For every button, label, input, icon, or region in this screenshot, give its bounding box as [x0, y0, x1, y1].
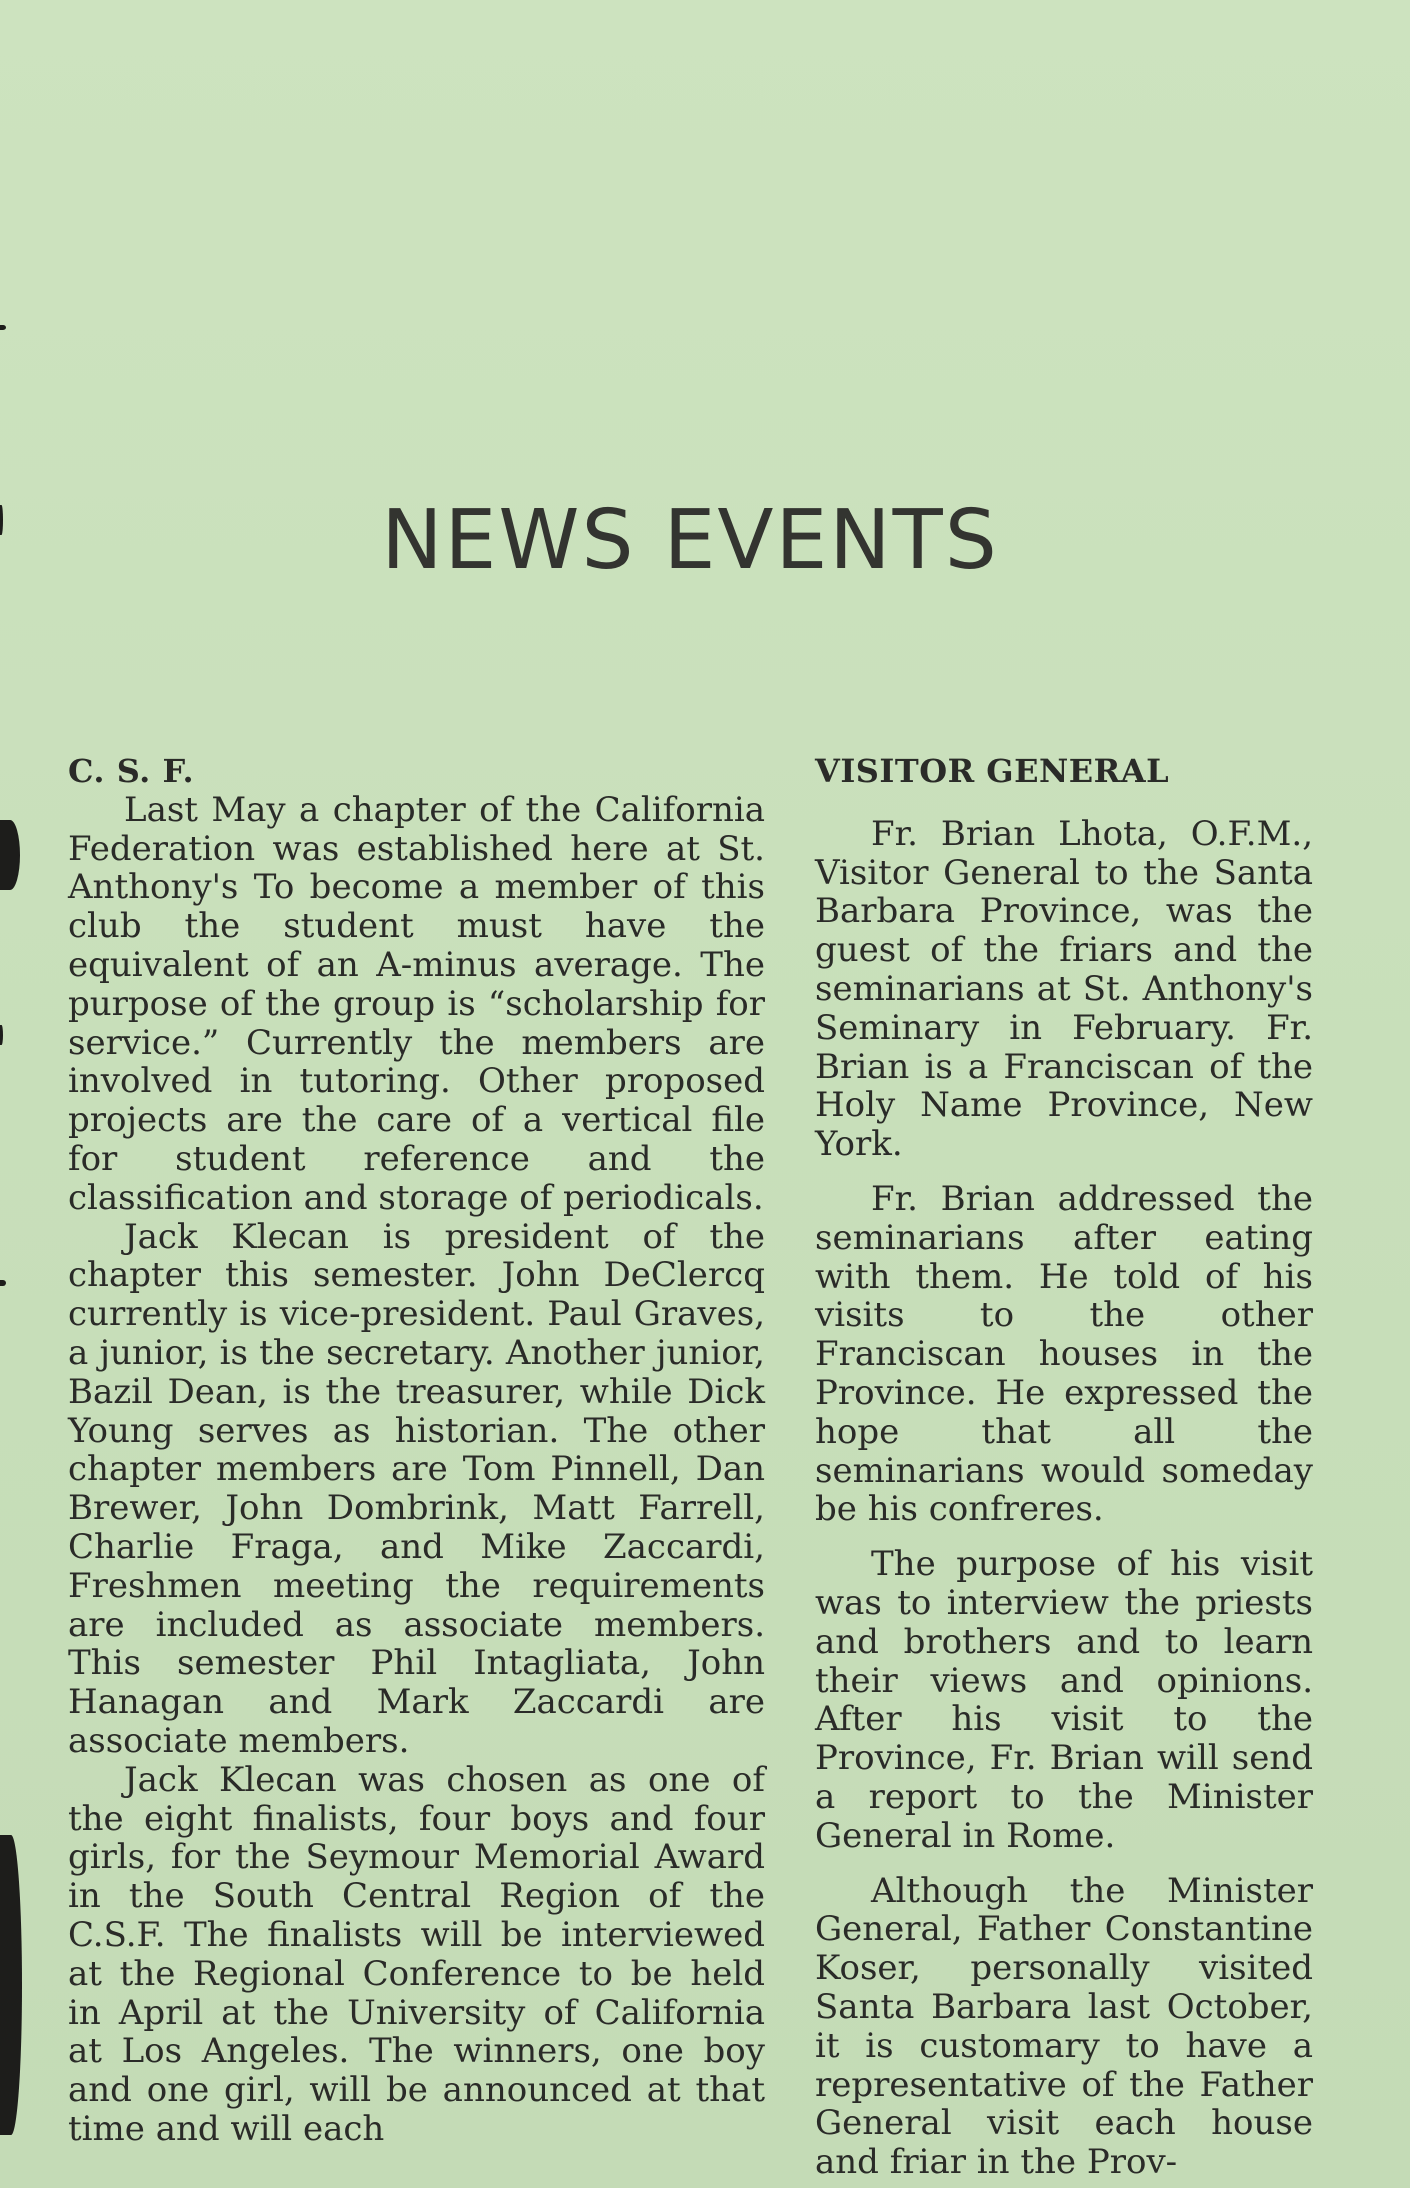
binding-hole-mark: [0, 1835, 22, 2135]
right-column: [815, 752, 1313, 2182]
paragraph: Jack Klecan is president of the chapter this semester. John DeClercq currently is vice-president. Paul Graves, a junior, is the secretary. Another junior, Bazil Dean, is the treasurer, while Dick Young serves as historian. The other chapter members are Tom Pinnell, Dan Brewer, John Dombrink, Matt Farrell, Charlie Fraga, and Mike Zaccardi, Freshmen meeting the requirements are included as associate members. This semester Phil Intagliata, John Hanagan and Mark Zaccardi are associate members.: [68, 1216, 765, 1761]
paragraph: Jack Klecan was chosen as one of the eight finalists, four boys and four girls, for the Seymour Memorial Award in the South Central Region of the C.S.F. The finalists will be interviewed at the Regional Conference to be held in April at the University of California at Los Angeles. The winners, one boy and one girl, will be announced at that time and will each: [68, 1759, 765, 2149]
left-column: [68, 752, 765, 2149]
paragraph: Last May a chapter of the California Federation was established here at St. Anthony's To become a member of this club the student must have the equivalent of an A-minus average. The purpose of the group is “scholarship for service.” Currently the members are involved in tutoring. Other proposed projects are the care of a vertical file for student reference and the classification and storage of periodicals.: [68, 789, 765, 1218]
paragraph: Although the Minister General, Father Constantine Koser, personally visited Santa Barbara last October, it is customary to have a representative of the Father General visit each house and friar in the Prov-: [815, 1870, 1313, 2183]
section-heading-csf: C. S. F.: [68, 752, 195, 790]
edge-speck: [0, 1280, 6, 1286]
section-heading-visitor-general: VISITOR GENERAL: [815, 752, 1170, 790]
edge-speck: [0, 325, 6, 330]
paragraph: Fr. Brian Lhota, O.F.M., Visitor General to the Santa Barbara Province, was the guest of the friars and the seminarians at St. Anthony's Seminary in February. Fr. Brian is a Franciscan of the Holy Name Province, New York.: [815, 813, 1313, 1165]
paragraph: Fr. Brian addressed the seminarians after eating with them. He told of his visits to the other Franciscan houses in the Province. He expressed the hope that all the seminarians would someday be his confreres.: [815, 1178, 1313, 1530]
paragraph: The purpose of his visit was to interview the priests and brothers and to learn their views and opinions. After his visit to the Province, Fr. Brian will send a report to the Minister General in Rome.: [815, 1544, 1313, 1856]
binding-hole-mark: [0, 820, 20, 890]
page-title: NEWS EVENTS: [381, 493, 999, 588]
edge-speck: [0, 1025, 3, 1045]
